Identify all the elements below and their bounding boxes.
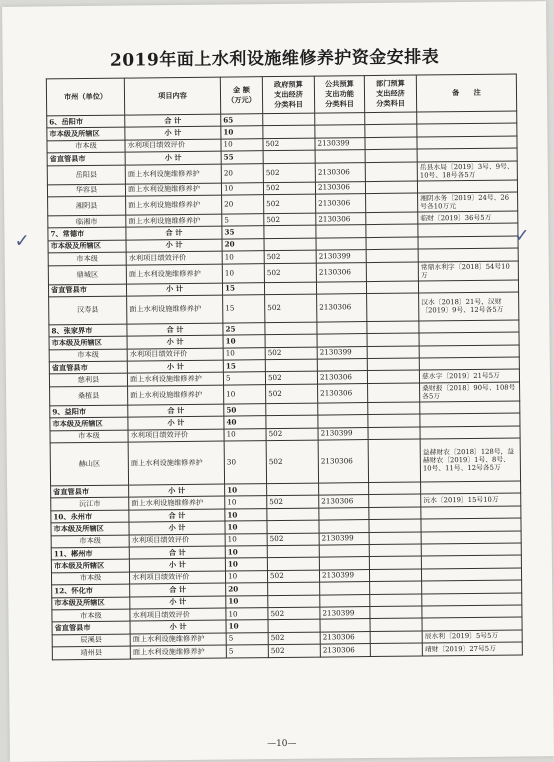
dept-category-cell bbox=[365, 137, 417, 150]
note-cell bbox=[417, 136, 517, 149]
content-cell: 小 计 bbox=[130, 596, 226, 609]
public-category-cell bbox=[316, 225, 366, 238]
gov-category-cell bbox=[263, 125, 315, 138]
amount-cell: 20 bbox=[221, 163, 263, 182]
col-header-amount: 金 额 （万元） bbox=[220, 77, 262, 114]
content-cell: 水利项目绩效评价 bbox=[125, 139, 221, 152]
dept-category-cell bbox=[366, 193, 418, 213]
unit-cell: 辰溪县 bbox=[52, 634, 130, 647]
public-category-cell bbox=[315, 113, 365, 126]
dept-category-cell bbox=[367, 370, 419, 383]
gov-category-cell bbox=[265, 359, 317, 372]
content-cell: 小 计 bbox=[129, 484, 225, 497]
note-cell bbox=[418, 236, 518, 249]
amount-cell: 25 bbox=[223, 323, 265, 336]
note-cell bbox=[421, 531, 521, 544]
public-category-cell: 2130306 bbox=[320, 631, 370, 644]
note-cell bbox=[417, 123, 517, 136]
unit-cell: 11、郴州市 bbox=[51, 547, 129, 560]
gov-category-cell: 502 bbox=[266, 428, 318, 441]
dept-category-cell bbox=[369, 494, 421, 507]
amount-cell: 10 bbox=[223, 347, 265, 360]
unit-cell: 市本级 bbox=[47, 140, 125, 153]
gov-category-cell: 502 bbox=[265, 294, 317, 323]
amount-cell: 10 bbox=[225, 508, 267, 521]
dept-category-cell bbox=[367, 358, 419, 371]
amount-cell: 10 bbox=[222, 263, 264, 282]
amount-cell: 20 bbox=[222, 195, 264, 214]
public-category-cell: 2130399 bbox=[318, 427, 368, 440]
unit-cell: 市本级 bbox=[50, 430, 128, 443]
amount-cell: 10 bbox=[225, 546, 267, 559]
gov-category-cell: 502 bbox=[265, 372, 317, 385]
dept-category-cell bbox=[366, 224, 418, 237]
amount-cell: 10 bbox=[225, 521, 267, 534]
dept-category-cell bbox=[369, 507, 421, 520]
note-cell: 湘阴水务〔2019〕24号、26号各10万元 bbox=[418, 192, 518, 212]
public-category-cell bbox=[318, 415, 368, 428]
content-cell: 合 计 bbox=[126, 226, 222, 239]
content-cell: 合 计 bbox=[127, 323, 223, 336]
dept-category-cell bbox=[366, 249, 418, 262]
content-cell: 面上水利设施维修养护 bbox=[130, 645, 226, 658]
gov-category-cell: 502 bbox=[268, 632, 320, 645]
content-cell: 小 计 bbox=[126, 239, 222, 252]
amount-cell: 10 bbox=[224, 428, 266, 441]
dept-category-cell bbox=[370, 594, 422, 607]
note-cell bbox=[422, 605, 522, 618]
note-cell: 靖财〔2019〕27号5万 bbox=[422, 642, 522, 655]
amount-cell: 10 bbox=[225, 558, 267, 571]
gov-category-cell bbox=[263, 113, 315, 126]
public-category-cell bbox=[317, 359, 367, 372]
dept-category-cell bbox=[365, 124, 417, 137]
unit-cell: 市本级及所辖区 bbox=[50, 417, 128, 430]
unit-cell: 10、永州市 bbox=[51, 510, 129, 523]
dept-category-cell bbox=[366, 281, 418, 294]
public-category-cell: 2130306 bbox=[316, 262, 366, 282]
public-category-cell: 2130399 bbox=[316, 250, 366, 263]
content-cell: 小 计 bbox=[125, 126, 221, 139]
dept-category-cell bbox=[368, 414, 420, 427]
dept-category-cell bbox=[369, 482, 421, 495]
note-cell: 辰水利〔2019〕5号5万 bbox=[422, 630, 522, 643]
amount-cell: 5 bbox=[226, 645, 268, 658]
public-category-cell: 2130306 bbox=[316, 194, 366, 214]
note-cell bbox=[422, 593, 522, 606]
amount-cell: 10 bbox=[223, 335, 265, 348]
unit-cell: 临湘市 bbox=[48, 215, 126, 228]
gov-category-cell bbox=[266, 415, 318, 428]
amount-cell: 50 bbox=[224, 403, 266, 416]
table-row bbox=[50, 438, 520, 486]
dept-category-cell bbox=[370, 581, 422, 594]
public-category-cell bbox=[318, 402, 368, 415]
gov-category-cell: 502 bbox=[263, 182, 315, 195]
col-header-gov-category: 政府预算 支出经济 分类科目 bbox=[262, 76, 314, 114]
amount-cell: 10 bbox=[225, 570, 267, 583]
unit-cell: 市本级 bbox=[48, 252, 126, 265]
content-cell: 面上水利设施维修养护 bbox=[126, 264, 222, 284]
public-category-cell bbox=[316, 237, 366, 250]
gov-category-cell bbox=[264, 225, 316, 238]
col-header-content: 项目内容 bbox=[124, 77, 220, 115]
unit-cell: 省直管县市 bbox=[52, 621, 130, 634]
gov-category-cell bbox=[267, 557, 319, 570]
unit-cell: 6、岳阳市 bbox=[47, 115, 125, 128]
amount-cell: 10 bbox=[222, 251, 264, 264]
amount-cell: 40 bbox=[224, 416, 266, 429]
public-category-cell bbox=[316, 281, 366, 294]
content-cell: 合 计 bbox=[130, 583, 226, 596]
gov-category-cell: 502 bbox=[264, 263, 316, 283]
note-cell: 常鼎水利字〔2018〕54号10万 bbox=[418, 260, 518, 280]
content-cell: 水利项目绩效评价 bbox=[129, 571, 225, 584]
note-cell: 慈水字〔2019〕21号5万 bbox=[419, 369, 519, 382]
dept-category-cell bbox=[370, 618, 422, 631]
content-cell: 小 计 bbox=[130, 620, 226, 633]
content-cell: 水利项目绩效评价 bbox=[129, 534, 225, 547]
gov-category-cell bbox=[263, 150, 315, 163]
unit-cell: 汉寿县 bbox=[49, 296, 127, 325]
content-cell: 小 计 bbox=[126, 283, 222, 296]
note-cell bbox=[418, 248, 518, 261]
dept-category-cell bbox=[370, 631, 422, 644]
gov-category-cell: 502 bbox=[267, 570, 319, 583]
dept-category-cell bbox=[367, 346, 419, 359]
amount-cell: 10 bbox=[226, 608, 268, 621]
amount-cell: 10 bbox=[225, 533, 267, 546]
content-cell: 面上水利设施维修养护 bbox=[125, 164, 221, 184]
content-cell: 小 计 bbox=[127, 360, 223, 373]
amount-cell: 10 bbox=[226, 595, 268, 608]
dept-category-cell bbox=[366, 237, 418, 250]
unit-cell: 市本级 bbox=[52, 609, 130, 622]
dept-category-cell bbox=[367, 333, 419, 346]
note-cell bbox=[422, 617, 522, 630]
gov-category-cell: 502 bbox=[267, 533, 319, 546]
unit-cell: 市本级及所辖区 bbox=[49, 336, 127, 349]
note-cell bbox=[419, 332, 519, 345]
content-cell: 合 计 bbox=[129, 509, 225, 522]
page-number: —10— bbox=[267, 738, 297, 750]
note-cell bbox=[419, 320, 519, 333]
public-category-cell: 2130306 bbox=[316, 213, 366, 226]
table-body bbox=[47, 111, 523, 659]
dept-category-cell bbox=[365, 149, 417, 162]
dept-category-cell bbox=[367, 321, 419, 334]
unit-cell: 市本级及所辖区 bbox=[52, 597, 130, 610]
unit-cell: 鼎城区 bbox=[48, 265, 126, 285]
amount-cell: 10 bbox=[226, 620, 268, 633]
content-cell: 水利项目绩效评价 bbox=[127, 348, 223, 361]
note-cell bbox=[421, 518, 521, 531]
gov-category-cell: 502 bbox=[266, 384, 318, 404]
gov-category-cell: 502 bbox=[267, 496, 319, 509]
gov-category-cell bbox=[268, 582, 320, 595]
document-page bbox=[2, 1, 554, 762]
dept-category-cell bbox=[366, 262, 418, 282]
public-category-cell: 2130306 bbox=[315, 162, 365, 182]
content-cell: 合 计 bbox=[128, 404, 224, 417]
gov-category-cell: 502 bbox=[266, 440, 318, 484]
dept-category-cell bbox=[370, 643, 422, 656]
unit-cell: 8、张家界市 bbox=[49, 324, 127, 337]
amount-cell: 5 bbox=[223, 372, 265, 385]
public-category-cell: 2130399 bbox=[317, 346, 367, 359]
gov-category-cell bbox=[265, 322, 317, 335]
unit-cell: 省直管县市 bbox=[47, 152, 125, 165]
gov-category-cell bbox=[267, 520, 319, 533]
content-cell: 面上水利设施维修养护 bbox=[128, 385, 224, 405]
content-cell: 合 计 bbox=[129, 546, 225, 559]
content-cell: 面上水利设施维修养护 bbox=[126, 214, 222, 227]
public-category-cell bbox=[315, 125, 365, 138]
content-cell: 水利项目绩效评价 bbox=[128, 429, 224, 442]
note-cell: 桑财报〔2018〕90号、108号各5万 bbox=[420, 382, 520, 402]
public-category-cell bbox=[317, 321, 367, 334]
public-category-cell bbox=[317, 334, 367, 347]
public-category-cell bbox=[320, 619, 370, 632]
note-cell bbox=[422, 580, 522, 593]
dept-category-cell bbox=[369, 544, 421, 557]
gov-category-cell: 502 bbox=[264, 250, 316, 263]
note-cell bbox=[421, 506, 521, 519]
note-cell bbox=[420, 401, 520, 414]
amount-cell: 10 bbox=[221, 126, 263, 139]
dept-category-cell bbox=[368, 383, 420, 403]
unit-cell: 市本级及所辖区 bbox=[47, 127, 125, 140]
public-category-cell: 2130306 bbox=[318, 440, 368, 484]
note-cell: 沅水〔2019〕15号10万 bbox=[421, 493, 521, 506]
public-category-cell bbox=[320, 594, 370, 607]
content-cell: 面上水利设施维修养护 bbox=[128, 441, 224, 485]
public-category-cell: 2130306 bbox=[317, 371, 367, 384]
note-cell bbox=[421, 543, 521, 556]
public-category-cell: 2130399 bbox=[320, 606, 370, 619]
content-cell: 小 计 bbox=[125, 151, 221, 164]
dept-category-cell bbox=[368, 439, 420, 483]
gov-category-cell bbox=[267, 483, 319, 496]
public-category-cell bbox=[319, 507, 369, 520]
dept-category-cell bbox=[369, 556, 421, 569]
amount-cell: 10 bbox=[221, 182, 263, 195]
col-header-dept-category: 部门预算 支出经济 分类科目 bbox=[364, 75, 416, 113]
content-cell: 面上水利设施维修养护 bbox=[126, 195, 222, 215]
content-cell: 水利项目绩效评价 bbox=[130, 608, 226, 621]
note-cell bbox=[421, 481, 521, 494]
dept-category-cell bbox=[365, 162, 417, 182]
unit-cell: 靖州县 bbox=[52, 646, 130, 659]
unit-cell: 省直管县市 bbox=[48, 284, 126, 297]
unit-cell: 省直管县市 bbox=[51, 485, 129, 498]
amount-cell: 5 bbox=[226, 632, 268, 645]
note-cell bbox=[420, 413, 520, 426]
unit-cell: 慈利县 bbox=[49, 374, 127, 387]
dept-category-cell bbox=[369, 569, 421, 582]
content-cell: 面上水利设施维修养护 bbox=[127, 295, 223, 324]
public-category-cell: 2130306 bbox=[318, 383, 368, 403]
content-cell: 小 计 bbox=[129, 558, 225, 571]
note-cell bbox=[421, 568, 521, 581]
amount-cell: 20 bbox=[226, 583, 268, 596]
gov-category-cell bbox=[265, 334, 317, 347]
content-cell: 面上水利设施维修养护 bbox=[127, 373, 223, 386]
content-cell: 合 计 bbox=[125, 114, 221, 127]
content-cell: 面上水利设施维修养护 bbox=[129, 496, 225, 509]
note-cell bbox=[419, 345, 519, 358]
unit-cell: 市本级及所辖区 bbox=[51, 559, 129, 572]
public-category-cell: 2130399 bbox=[319, 569, 369, 582]
dept-category-cell bbox=[368, 402, 420, 415]
content-cell: 面上水利设施维修养护 bbox=[130, 633, 226, 646]
public-category-cell: 2130306 bbox=[320, 644, 370, 657]
unit-cell: 华容县 bbox=[47, 184, 125, 197]
public-category-cell bbox=[319, 520, 369, 533]
public-category-cell bbox=[319, 557, 369, 570]
public-category-cell: 2130306 bbox=[319, 495, 369, 508]
note-cell: 益赫财农〔2018〕128号，益赫财农〔2019〕1号、8号、10号、11号、12号各5万 bbox=[420, 438, 520, 482]
amount-cell: 10 bbox=[224, 384, 266, 403]
public-category-cell: 2130306 bbox=[315, 181, 365, 194]
note-cell bbox=[421, 555, 521, 568]
amount-cell: 10 bbox=[221, 138, 263, 151]
unit-cell: 桑植县 bbox=[50, 386, 128, 406]
check-mark-left-icon: ✓ bbox=[14, 230, 30, 252]
gov-category-cell bbox=[264, 238, 316, 251]
amount-cell: 20 bbox=[222, 238, 264, 251]
amount-cell: 15 bbox=[222, 282, 264, 295]
col-header-unit: 市州（单位） bbox=[46, 78, 124, 116]
unit-cell: 省直管县市 bbox=[49, 361, 127, 374]
gov-category-cell: 502 bbox=[265, 347, 317, 360]
table-header-row bbox=[46, 74, 516, 116]
gov-category-cell: 502 bbox=[268, 644, 320, 657]
unit-cell: 湘阴县 bbox=[48, 196, 126, 216]
unit-cell: 沅江市 bbox=[51, 497, 129, 510]
gov-category-cell bbox=[264, 282, 316, 295]
public-category-cell: 2130399 bbox=[319, 532, 369, 545]
gov-category-cell bbox=[268, 619, 320, 632]
gov-category-cell: 502 bbox=[263, 163, 315, 183]
unit-cell: 12、怀化市 bbox=[52, 584, 130, 597]
public-category-cell: 2130399 bbox=[315, 137, 365, 150]
unit-cell: 岳阳县 bbox=[47, 165, 125, 185]
public-category-cell bbox=[319, 545, 369, 558]
note-cell bbox=[417, 111, 517, 124]
note-cell bbox=[417, 180, 517, 193]
note-cell bbox=[417, 148, 517, 161]
unit-cell: 市本级 bbox=[51, 535, 129, 548]
col-header-note: 备 注 bbox=[416, 74, 516, 112]
amount-cell: 5 bbox=[222, 214, 264, 227]
page-title: 2019年面上水利设施维修养护资金安排表 bbox=[109, 47, 440, 71]
gov-category-cell: 502 bbox=[264, 213, 316, 226]
content-cell: 小 计 bbox=[128, 416, 224, 429]
gov-category-cell: 502 bbox=[263, 138, 315, 151]
note-cell bbox=[420, 426, 520, 439]
public-category-cell: 2130306 bbox=[317, 293, 367, 322]
amount-cell: 15 bbox=[223, 360, 265, 373]
gov-category-cell bbox=[266, 403, 318, 416]
gov-category-cell bbox=[267, 508, 319, 521]
gov-category-cell: 502 bbox=[268, 607, 320, 620]
dept-category-cell bbox=[366, 212, 418, 225]
dept-category-cell bbox=[368, 427, 420, 440]
amount-cell: 55 bbox=[221, 151, 263, 164]
unit-cell: 市本级 bbox=[51, 572, 129, 585]
gov-category-cell bbox=[268, 595, 320, 608]
unit-cell: 市本级及所辖区 bbox=[48, 240, 126, 253]
public-category-cell bbox=[320, 582, 370, 595]
content-cell: 小 计 bbox=[129, 521, 225, 534]
note-cell bbox=[418, 223, 518, 236]
note-cell bbox=[419, 357, 519, 370]
gov-category-cell bbox=[267, 545, 319, 558]
note-cell bbox=[418, 279, 518, 292]
public-category-cell bbox=[319, 483, 369, 496]
funding-table bbox=[46, 73, 523, 659]
dept-category-cell bbox=[367, 293, 419, 322]
note-cell: 汉水〔2018〕21号，汉财〔2019〕9号、12号各5万 bbox=[419, 292, 519, 321]
content-cell: 水利项目绩效评价 bbox=[126, 251, 222, 264]
dept-category-cell bbox=[369, 532, 421, 545]
unit-cell: 9、益阳市 bbox=[50, 405, 128, 418]
dept-category-cell bbox=[365, 181, 417, 194]
dept-category-cell bbox=[365, 112, 417, 125]
dept-category-cell bbox=[370, 606, 422, 619]
amount-cell: 30 bbox=[224, 441, 266, 484]
check-mark-right-icon: ✓ bbox=[514, 225, 530, 247]
amount-cell: 35 bbox=[222, 226, 264, 239]
dept-category-cell bbox=[369, 519, 421, 532]
col-header-public-category: 公共预算 支出功能 分类科目 bbox=[314, 76, 364, 114]
note-cell: 临财〔2019〕36号5万 bbox=[418, 211, 518, 224]
amount-cell: 15 bbox=[223, 295, 265, 323]
public-category-cell bbox=[315, 150, 365, 163]
amount-cell: 10 bbox=[225, 484, 267, 497]
content-cell: 面上水利设施维修养护 bbox=[125, 183, 221, 196]
amount-cell: 65 bbox=[221, 114, 263, 127]
unit-cell: 市本级及所辖区 bbox=[51, 522, 129, 535]
unit-cell: 市本级 bbox=[49, 349, 127, 362]
amount-cell: 10 bbox=[225, 496, 267, 509]
unit-cell: 7、常德市 bbox=[48, 227, 126, 240]
unit-cell: 赫山区 bbox=[50, 442, 128, 486]
note-cell: 岳县水局〔2019〕3号、9号、10号、18号各5万 bbox=[417, 161, 517, 181]
content-cell: 小 计 bbox=[127, 335, 223, 348]
gov-category-cell: 502 bbox=[264, 194, 316, 214]
